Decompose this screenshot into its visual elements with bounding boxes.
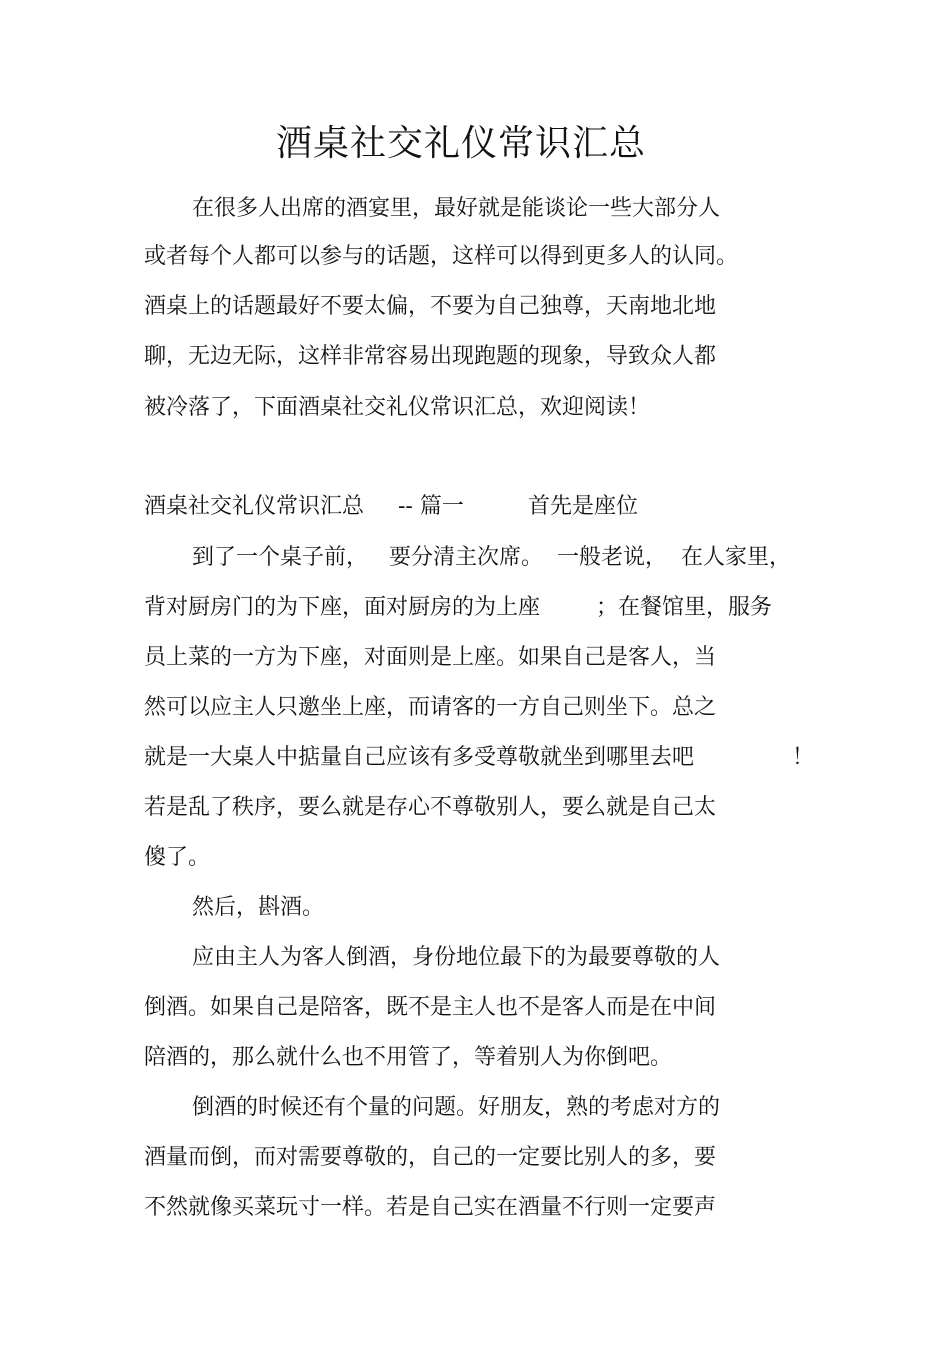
intro-line: 聊，无边无际，这样非常容易出现跑题的现象，导致众人都: [144, 344, 717, 369]
body-line: 到了一个桌子前， 要分清主次席。 一般老说， 在人家里，: [192, 545, 791, 570]
body-line: 倒酒。如果自己是陪客，既不是主人也不是客人而是在中间: [144, 995, 717, 1020]
body-line: 不然就像买菜玩寸一样。若是自己实在酒量不行则一定要声: [144, 1195, 717, 1220]
body-line: 员上菜的一方为下座，对面则是上座。如果自己是客人，当: [144, 645, 717, 670]
body-line: 应由主人为客人倒酒，身份地位最下的为最要尊敬的人: [192, 945, 721, 970]
body-line: 陪酒的，那么就什么也不用管了，等着别人为你倒吧。: [144, 1045, 673, 1070]
pour-heading: 然后，斟酒。: [192, 895, 325, 920]
section-heading-subject: 首先是座位: [528, 494, 639, 519]
section-heading-part: -- 篇一: [398, 494, 464, 519]
body-line: 傻了。: [144, 845, 211, 870]
body-line: 若是乱了秩序，要么就是存心不尊敬别人，要么就是自己太: [144, 795, 717, 820]
document-title: 酒桌社交礼仪常识汇总: [275, 123, 646, 164]
intro-line: 或者每个人都可以参与的话题，这样可以得到更多人的认同。: [144, 244, 739, 269]
body-line: 背对厨房门的为下座，面对厨房的为上座 ；在餐馆里，服务: [144, 595, 772, 620]
intro-line: 在很多人出席的酒宴里，最好就是能谈论一些大部分人: [192, 196, 721, 221]
intro-line: 酒桌上的话题最好不要太偏，不要为自己独尊，天南地北地: [144, 294, 717, 319]
body-line-exclaim: ！: [792, 745, 815, 770]
body-line: 然可以应主人只邀坐上座，而请客的一方自己则坐下。总之: [144, 695, 717, 720]
section-heading-title: 酒桌社交礼仪常识汇总: [144, 494, 365, 519]
body-line: 酒量而倒，而对需要尊敬的，自己的一定要比别人的多，要: [144, 1145, 717, 1170]
intro-line: 被冷落了，下面酒桌社交礼仪常识汇总，欢迎阅读！: [144, 395, 651, 420]
body-line: 倒酒的时候还有个量的问题。好朋友，熟的考虑对方的: [192, 1095, 721, 1120]
body-line: 就是一大桌人中掂量自己应该有多受尊敬就坐到哪里去吧: [144, 745, 695, 770]
